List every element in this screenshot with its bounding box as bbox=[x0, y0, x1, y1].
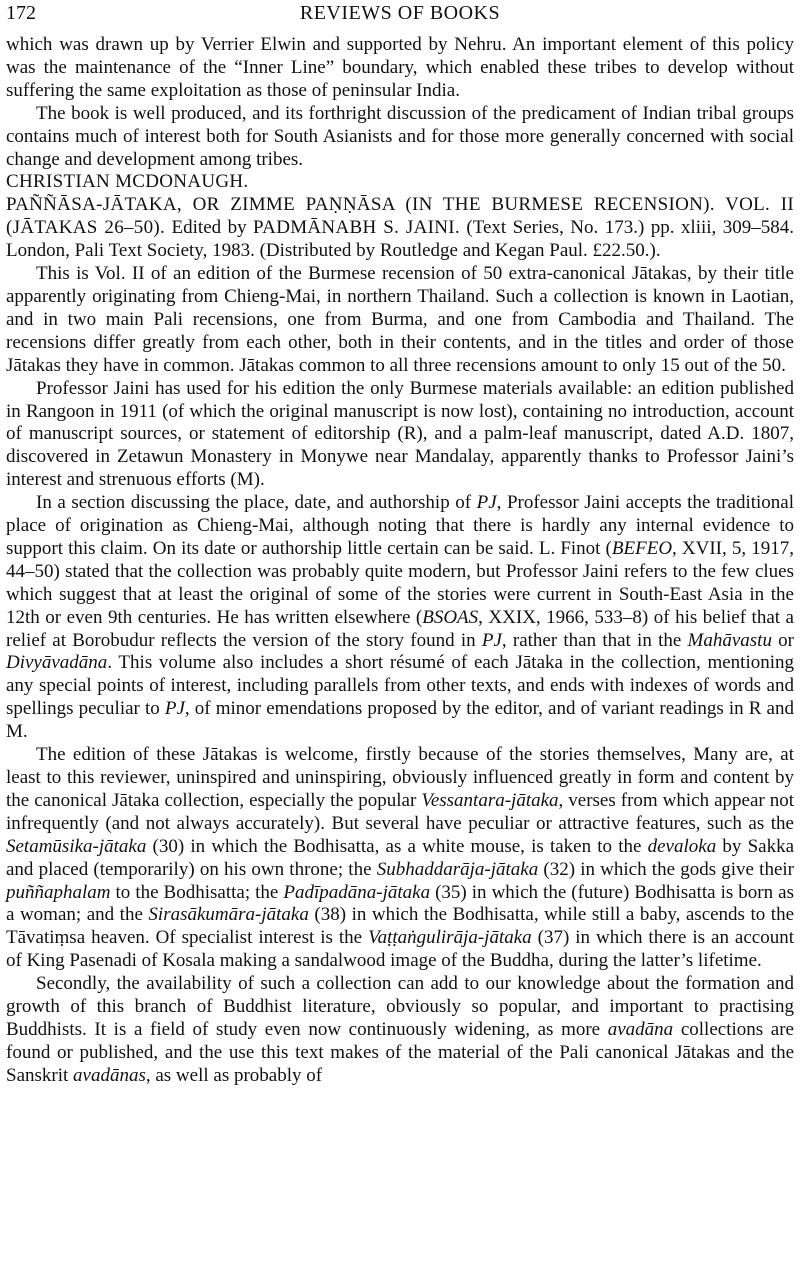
text-run: , of minor emendations proposed by the editor, and of variant readings in R and M. bbox=[6, 698, 794, 743]
text-run: . This volume also includes a short résumé of each Jātaka in the collection, mentioning any special points of interest, including parallels from other texts, and ends with indexes of words and spellings peculiar to bbox=[6, 652, 794, 720]
text-run: or bbox=[771, 629, 795, 651]
book-citation bbox=[6, 194, 794, 263]
text-run: , verses from which appear not infrequently (and not always accurately). But several have peculiar or attractive features, such as the bbox=[6, 789, 794, 834]
journal-title: REVIEWS OF BOOKS bbox=[299, 2, 501, 24]
italic-term: Vaṭṭaṅgulirāja-jātaka bbox=[368, 927, 532, 949]
page-number: 172 bbox=[6, 2, 36, 24]
text-run: , XXIX, 1966, 533–8) of his belief that a relief at Borobudur reflects the version of the story found in bbox=[6, 606, 794, 651]
italic-term: Padīpadāna-jātaka bbox=[283, 881, 431, 903]
text-run: , rather than that in the bbox=[501, 629, 688, 651]
edited-by: Edited by bbox=[171, 217, 247, 239]
paragraph: Professor Jaini has used for his edition the only Burmese materials available: an edition published in Rangoon in 1911 (of which the original manuscript is now lost), containing no introduction, account of manuscript sources, or statement of editorship (R), and a palm-leaf manuscript, dated A.D. 1807, discovered in Zetawun Monastery in Monywe near Mandalay, apparently thanks to Professor Jaini’s interest and strenuous efforts (M). bbox=[6, 377, 794, 491]
italic-term: puññaphalam bbox=[6, 881, 111, 903]
italic-term: Divyāvadāna bbox=[6, 652, 108, 674]
italic-term: PJ bbox=[476, 492, 497, 514]
text-run: by Sakka and placed (temporarily) on his own throne; the bbox=[6, 835, 794, 880]
italic-term: Setamūsika-jātaka bbox=[6, 835, 147, 857]
italic-term: PJ bbox=[481, 629, 502, 651]
text-run: (37) in which there is an account of King Pasenadi of Kosala making a sandalwood image of the Buddha, during the latter’s lifetime. bbox=[6, 927, 794, 972]
italic-term: Vessantara-jātaka bbox=[421, 789, 559, 811]
text-run: (38) in which the Bodhisatta, while still a baby, ascends to the Tāvatiṃsa heaven. Of specialist interest is the bbox=[6, 904, 795, 949]
italic-term: BEFEO bbox=[611, 537, 673, 559]
text-run: The edition of these Jātakas is welcome, firstly because of the stories themselves, Many are, at least to this reviewer, uninspired and uninspiring, obviously influenced greatly in form and content by the canonical Jātaka collection, especially the popular bbox=[6, 744, 794, 811]
paragraph bbox=[6, 492, 794, 744]
text-run: (32) in which the gods give their bbox=[538, 858, 794, 880]
italic-term: PJ bbox=[164, 698, 185, 720]
text-run: In a section discussing the place, date, and authorship of bbox=[36, 492, 477, 514]
italic-term: Subhaddarāja-jātaka bbox=[376, 858, 539, 880]
article-body bbox=[6, 34, 794, 1088]
book-title: PAÑÑĀSA-JĀTAKA, OR ZIMME PAṆṆĀSA (IN THE BURMESE RECENSION). VOL. II (JĀTAKAS 26–50). bbox=[6, 194, 794, 239]
italic-term: BSOAS bbox=[422, 606, 479, 628]
paragraph: which was drawn up by Verrier Elwin and supported by Nehru. An important element of this policy was the maintenance of the “Inner Line” boundary, which enabled these tribes to develop without suffering the same exploitation as those of peninsular India. bbox=[6, 34, 794, 101]
text-run: Secondly, the availability of such a collection can add to our knowledge about the formation and growth of this branch of Buddhist literature, obviously so popular, and important to practising Buddhists. It is a field of study even now continuously widening, as more bbox=[6, 973, 794, 1040]
publication-details: (Text Series, No. 173.) pp. xliii, 309–584. London, Pali Text Society, 1983. (Distributed by Routledge and Kegan Paul. £22.50.). bbox=[6, 217, 794, 262]
italic-term: avadāna bbox=[607, 1018, 674, 1040]
italic-term: Mahāvastu bbox=[687, 629, 772, 651]
running-head bbox=[6, 0, 794, 28]
text-run: , as well as probably of bbox=[145, 1064, 323, 1086]
reviewer-signature: CHRISTIAN MCDONAUGH. bbox=[6, 171, 249, 193]
paragraph bbox=[6, 744, 794, 973]
paragraph bbox=[6, 973, 794, 1088]
italic-term: Sirasākumāra-jātaka bbox=[148, 904, 309, 926]
paragraph: This is Vol. II of an edition of the Burmese recension of 50 extra-canonical Jātakas, by their title apparently originating from Chieng-Mai, in northern Thailand. Such a collection is known in Laotian, and in two main Pali recensions, one from Burma, and one from Cambodia and Thailand. The recensions differ greatly from each other, both in their contents, and in the titles and order of those Jātakas they have in common. Jātakas common to all three recensions amount to only 15 out of the 50. bbox=[6, 263, 794, 376]
italic-term: devaloka bbox=[647, 835, 717, 857]
editor-name: PADMĀNABH S. JAINI. bbox=[253, 217, 460, 239]
text-run: to the Bodhisatta; the bbox=[110, 881, 284, 903]
text-run: , XVII, 5, 1917, 44–50) stated that the collection was probably quite modern, but Professor Jaini refers to the few clues which suggest that at least the original of some of the stories were current in South-East Asia in the 12th or even 9th centuries. He has written elsewhere ( bbox=[6, 537, 794, 628]
text-run: collections are found or published, and the use this text makes of the material of the Pali canonical Jātakas and the Sanskrit bbox=[6, 1018, 794, 1086]
text-run: (35) in which the (future) Bodhisatta is born as a woman; and the bbox=[6, 881, 794, 926]
text-run: , Professor Jaini accepts the traditional place of origination as Chieng-Mai, although noting that there is hardly any internal evidence to support this claim. On its date or authorship little certain can be said. L. Finot ( bbox=[6, 492, 794, 559]
italic-term: avadānas bbox=[73, 1064, 146, 1086]
text-run: (30) in which the Bodhisatta, as a white mouse, is taken to the bbox=[146, 835, 648, 857]
paragraph: The book is well produced, and its forthright discussion of the predicament of Indian tribal groups contains much of interest both for South Asianists and for those more generally concerned with social change and development among tribes. bbox=[6, 102, 794, 170]
